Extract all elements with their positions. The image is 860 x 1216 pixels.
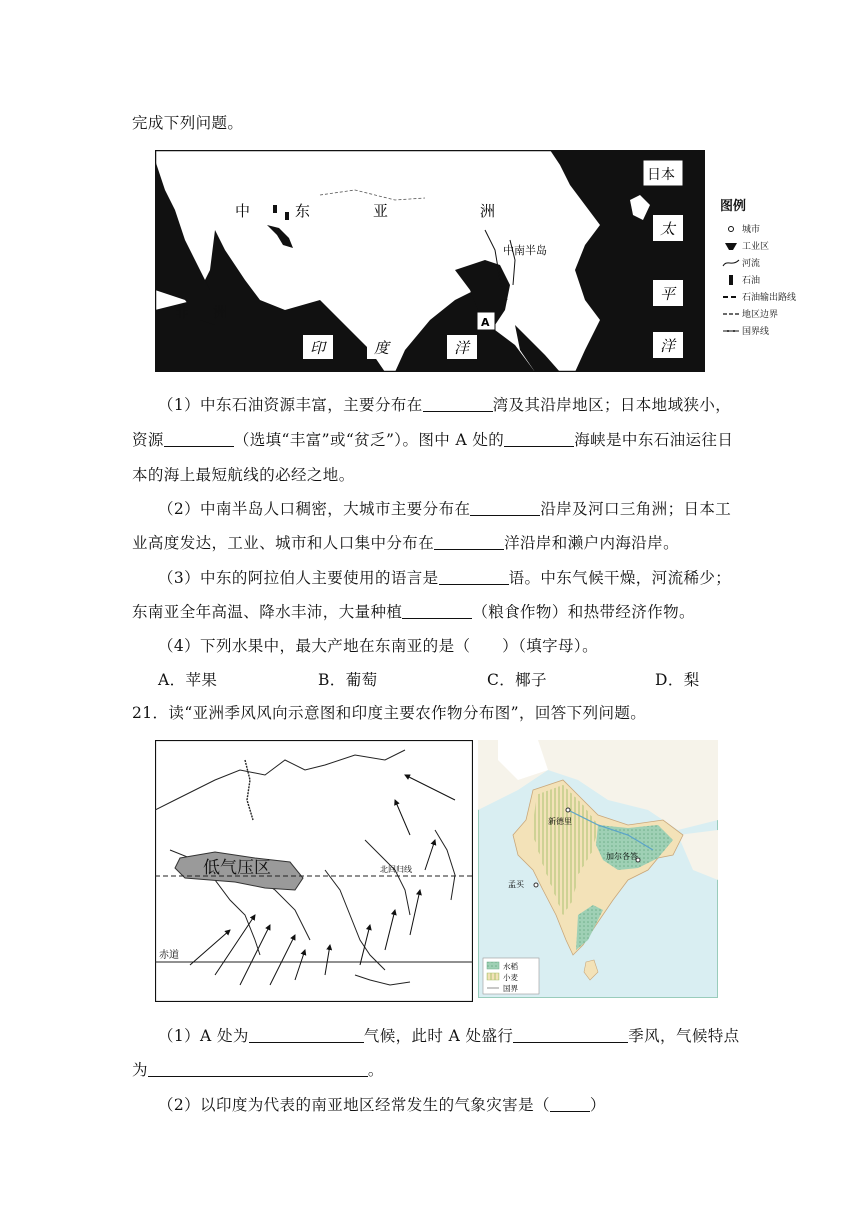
india-map-svg (478, 740, 718, 998)
oil-route-icon (720, 294, 742, 300)
legend-item-oil: 石油 (720, 271, 815, 288)
intro-text: 完成下列问题。 (132, 114, 244, 132)
answer-blank-crop[interactable] (402, 603, 472, 619)
answer-blank-climate-feature[interactable] (148, 1061, 368, 1077)
q21-line-1: （1）A 处为 气候，此时 A 处盛行 季风，气候特点 (158, 1027, 740, 1045)
monsoon-map-svg (155, 740, 473, 1002)
legend-border: 国界 (503, 984, 518, 993)
india-crop-map (478, 740, 718, 998)
legend-item-region-border: 地区边界 (720, 305, 815, 322)
q20-line-7: 东南亚全年高温、降水丰沛，大量种植 （粮食作物）和热带经济作物。 (132, 603, 695, 621)
label-yin: 印 (310, 339, 326, 357)
label-zhou: 洲 (480, 202, 496, 220)
label-new-delhi: 新德里 (548, 817, 572, 826)
option-d[interactable]: D．梨 (655, 671, 700, 689)
label-ping: 平 (660, 285, 676, 303)
map1-legend (720, 195, 815, 339)
label-zhong: 中 (235, 202, 251, 220)
legend-item-oil-route: 石油输出路线 (720, 288, 815, 305)
river-icon (720, 258, 742, 268)
label-zhou-africa: 洲 (213, 305, 227, 321)
legend-wheat: 小麦 (503, 973, 518, 982)
asian-monsoon-map (155, 740, 473, 1002)
q21-stem: 21．读“亚洲季风风向示意图和印度主要农作物分布图”，回答下列问题。 (132, 704, 647, 722)
legend-item-industry: 工业区 (720, 237, 815, 254)
answer-blank-coast[interactable] (470, 500, 540, 516)
label-point-a: A (481, 316, 490, 329)
label-equator: 赤道 (159, 950, 179, 961)
q20-line-3: 本的海上最短航线的必经之地。 (132, 466, 355, 484)
city-icon (720, 225, 742, 233)
answer-blank-resources[interactable] (164, 431, 234, 447)
country-border-icon (720, 328, 742, 334)
oil-icon (720, 274, 742, 286)
q20-line-4: （2）中南半岛人口稠密，大城市主要分布在 沿岸及河口三角洲；日本工 (158, 500, 732, 518)
option-b[interactable]: B．葡萄 (318, 671, 378, 689)
q20-line-1: （1）中东石油资源丰富，主要分布在 湾及其沿岸地区；日本地域狭小， (158, 396, 732, 414)
label-yang-pacific: 洋 (660, 337, 676, 355)
option-c[interactable]: C．椰子 (487, 671, 547, 689)
label-persian-gulf: 波斯湾 (253, 267, 290, 281)
q20-line-6: （3）中东的阿拉伯人主要使用的语言是 语。中东气候干燥，河流稀少； (158, 569, 732, 587)
answer-blank-monsoon[interactable] (513, 1027, 628, 1043)
label-du: 度 (374, 339, 390, 357)
legend-item-country-border: 国界线 (720, 322, 815, 339)
asia-map-svg (155, 150, 705, 372)
q21-line-3: （2）以印度为代表的南亚地区经常发生的气象灾害是（ ） (158, 1096, 606, 1114)
answer-blank-ocean[interactable] (434, 534, 504, 550)
q20-line-2: 资源 （选填“丰富”或“贫乏”）。图中 A 处的 海峡是中东石油运往日 (132, 431, 734, 449)
label-kolkata: 加尔各答 (606, 852, 638, 861)
answer-blank-gulf[interactable] (423, 396, 493, 412)
legend-rice: 水稻 (503, 962, 518, 971)
industry-icon (720, 241, 742, 251)
label-japan: 日本 (647, 167, 675, 183)
q20-line-8: （4）下列水果中，最大产地在东南亚的是（ ）（填字母）。 (158, 637, 598, 655)
label-tropic: 北回归线 (380, 865, 412, 874)
region-border-icon (720, 311, 742, 317)
label-indochina: 中南半岛 (503, 244, 547, 257)
label-low-pressure: 低气压区 (203, 858, 271, 878)
q21-line-2: 为 。 (132, 1061, 384, 1079)
label-tai: 太 (660, 220, 676, 238)
answer-blank-climate[interactable] (249, 1027, 364, 1043)
label-dong: 东 (295, 202, 311, 220)
label-mumbai: 孟买 (508, 880, 524, 889)
answer-blank-disaster[interactable] (550, 1096, 590, 1112)
option-a[interactable]: A．苹果 (158, 671, 218, 689)
legend-item-river: 河流 (720, 254, 815, 271)
label-ya: 亚 (373, 202, 389, 220)
answer-blank-language[interactable] (439, 569, 509, 585)
label-fei: 非 (175, 305, 189, 321)
label-yang-indian: 洋 (454, 339, 470, 357)
asia-middle-east-map (155, 150, 705, 372)
q20-line-5: 业高度发达，工业、城市和人口集中分布在 洋沿岸和濑户内海沿岸。 (132, 534, 680, 552)
legend-title: 图例 (720, 199, 747, 214)
answer-blank-strait[interactable] (504, 431, 574, 447)
legend-item-city: 城市 (720, 220, 815, 237)
